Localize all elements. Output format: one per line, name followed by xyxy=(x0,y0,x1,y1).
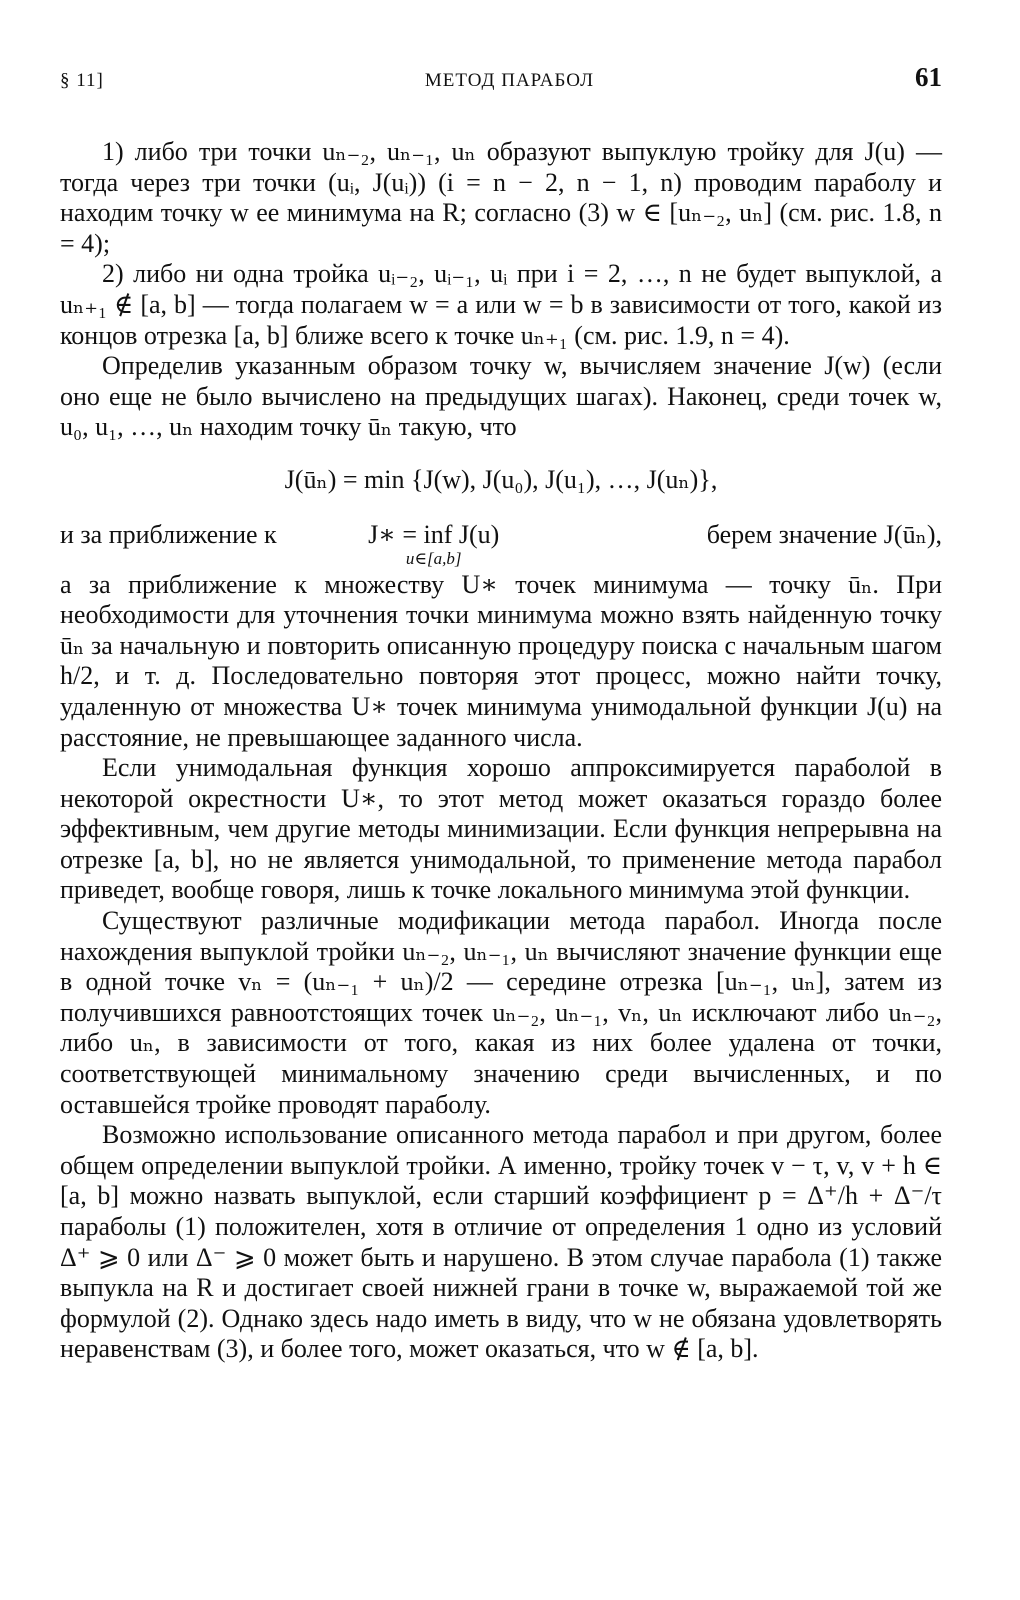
paragraph-approximation: а за приближение к множеству U∗ точек минимума — точку ūₙ. При необходимости для уточнения точки минимума можно взять найденную точку ūₙ за начальную и повторить описанную процедуру поиска с начальным шагом h/2, и т. д. Последовательно повторяя этот процесс, можно найти точку, удаленную от множества U∗ точек минимума унимодальной функции J(u) на расстояние, не превышающее заданного числа. xyxy=(60,569,942,752)
running-header xyxy=(60,62,942,93)
running-title: МЕТОД ПАРАБОЛ xyxy=(424,70,594,91)
paragraph-case-2: 2) либо ни одна тройка uᵢ₋₂, uᵢ₋₁, uᵢ при i = 2, …, n не будет выпуклой, а uₙ₊₁ ∉ [a, b] — тогда полагаем w = a или w = b в зависимости от того, какой из концов отрезка [a, b] ближе всего к точке uₙ₊₁ (см. рис. 1.9, n = 4). xyxy=(60,259,942,350)
formula-min: J(ūₙ) = min {J(w), J(u₀), J(u₁), …, J(uₙ)}, xyxy=(284,464,718,494)
inf-subscript: u∈[a,b] xyxy=(405,548,462,568)
paragraph-efficiency: Если унимодальная функция хорошо аппроксимируется параболой в некоторой окрестности U∗, то этот метод может оказаться гораздо более эффективным, чем другие методы минимизации. Если функция непрерывна на отрезке [a, b], но не является унимодальной, то применение метода парабол приведет, вообще говоря, лишь к точке локального минимума этой функции. xyxy=(60,753,942,905)
paragraph-modifications: Существуют различные модификации метода парабол. Иногда после нахождения выпуклой тройки uₙ₋₂, uₙ₋₁, uₙ вычисляют значение функции еще в одной точке vₙ = (uₙ₋₁ + uₙ)/2 — середине отрезка [uₙ₋₁, uₙ], затем из получившихся равноотстоящих точек uₙ₋₂, uₙ₋₁, vₙ, uₙ исключают либо uₙ₋₂, либо uₙ, в зависимости от того, какая из них более удалена от точки, соответствующей минимальному значению среди вычисленных, и по оставшейся тройке проводят параболу. xyxy=(60,906,942,1119)
page-number: 61 xyxy=(915,62,942,92)
inf-line xyxy=(60,520,942,568)
page-body xyxy=(60,137,942,1365)
paragraph-general-definition: Возможно использование описанного метода парабол и при другом, более общем определении выпуклой тройки. А именно, тройку точек v − τ, v, v + h ∈ [a, b] можно назвать выпуклой, если старший коэффициент p = Δ⁺/h + Δ⁻/τ параболы (1) положителен, хотя в отличие от определения 1 одно из условий Δ⁺ ⩾ 0 или Δ⁻ ⩾ 0 может быть и нарушено. В этом случае парабола (1) также выпукла на R и достигает своей нижней грани в точке w, выражаемой той же формулой (2). Однако здесь надо иметь в виду, что w не обязана удовлетворять неравенствам (3), и более того, может оказаться, что w ∉ [a, b]. xyxy=(60,1120,942,1364)
inf-expression xyxy=(368,520,499,568)
paragraph-case-1: 1) либо три точки uₙ₋₂, uₙ₋₁, uₙ образуют выпуклую тройку для J(u) — тогда через три точки (uᵢ, J(uᵢ)) (i = n − 2, n − 1, n) проводим параболу и находим точку w ее минимума на R; согласно (3) w ∈ [uₙ₋₂, uₙ] (см. рис. 1.8, n = 4); xyxy=(60,137,942,258)
inf-line-right: берем значение J(ūₙ), xyxy=(706,519,942,549)
inf-expr: J∗ = inf J(u) xyxy=(368,519,500,549)
paragraph-choose-w: Определив указанным образом точку w, вычисляем значение J(w) (если оно еще не было вычислено на предыдущих шагах). Наконец, среди точек w, u₀, u₁, …, uₙ находим точку ūₙ такую, что xyxy=(60,351,942,442)
section-mark: § 11] xyxy=(60,70,104,91)
inf-line-left: и за приближение к xyxy=(60,519,277,549)
